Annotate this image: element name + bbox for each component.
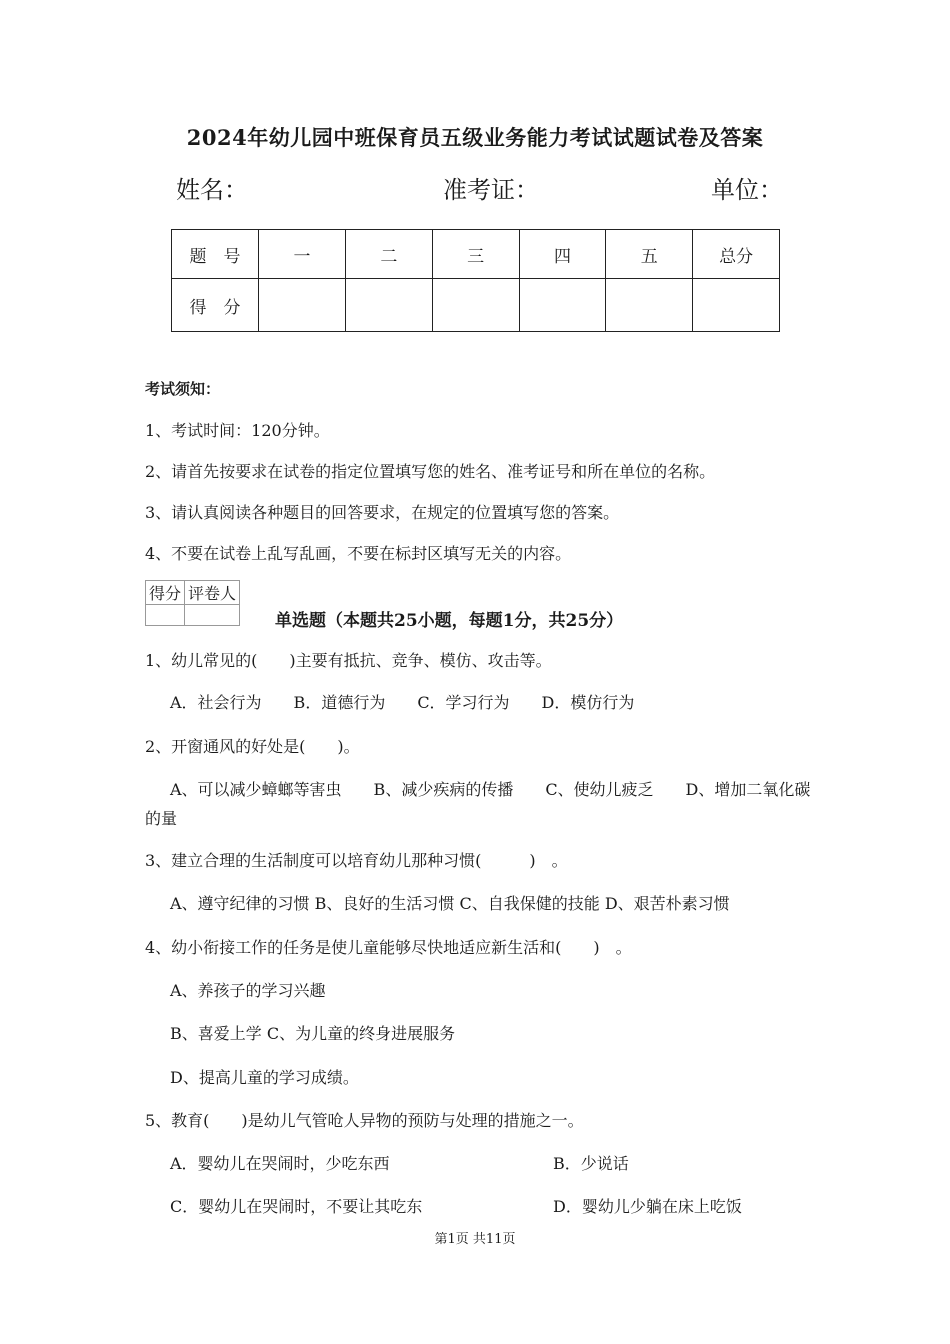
score-table [171, 229, 780, 332]
name-field-label: 姓名： [176, 176, 248, 204]
question-2-options: A、可以减少蟑螂等害虫 B、减少疾病的传播 C、使幼儿疲乏 D、增加二氧化碳 [170, 780, 811, 799]
score-header-2: 二 [345, 230, 432, 279]
unit-field-label: 单位： [711, 176, 783, 204]
grader-reviewer-cell [185, 605, 240, 626]
score-header-label: 题 号 [172, 230, 259, 279]
question-5-option-b: B．少说话 [553, 1154, 629, 1173]
score-header-3: 三 [432, 230, 519, 279]
question-3: 3、建立合理的生活制度可以培育幼儿那种习惯( ) 。 [145, 851, 568, 870]
score-table-header-row [172, 230, 780, 279]
notice-item: 2、请首先按要求在试卷的指定位置填写您的姓名、准考证号和所在单位的名称。 [145, 462, 716, 481]
score-header-5: 五 [606, 230, 693, 279]
score-header-4: 四 [519, 230, 606, 279]
question-4-option-a: A、养孩子的学习兴趣 [170, 981, 326, 1000]
question-2: 2、开窗通风的好处是( )。 [145, 737, 360, 756]
exam-id-field-label: 准考证： [443, 176, 539, 204]
score-cell-2 [345, 279, 432, 332]
page-footer: 第1页 共11页 [434, 1232, 516, 1247]
score-header-total: 总分 [693, 230, 780, 279]
notice-item: 1、考试时间：120分钟。 [145, 421, 330, 440]
score-row-label: 得 分 [172, 279, 259, 332]
question-4-option-bc: B、喜爱上学 C、为儿童的终身进展服务 [170, 1024, 456, 1043]
section-title: 单选题（本题共25小题，每题1分，共25分） [275, 611, 624, 631]
score-header-1: 一 [259, 230, 346, 279]
question-4: 4、幼小衔接工作的任务是使儿童能够尽快地适应新生活和( ) 。 [145, 938, 632, 957]
question-5-option-a: A．婴幼儿在哭闹时，少吃东西 [170, 1154, 390, 1173]
score-cell-5 [606, 279, 693, 332]
grader-score-cell [146, 605, 185, 626]
grader-box [145, 580, 240, 626]
question-5-option-c: C．婴幼儿在哭闹时，不要让其吃东 [170, 1197, 423, 1216]
score-cell-4 [519, 279, 606, 332]
notice-item: 4、不要在试卷上乱写乱画，不要在标封区填写无关的内容。 [145, 544, 572, 563]
notice-heading: 考试须知： [145, 380, 221, 398]
grader-score-label: 得分 [146, 581, 185, 605]
score-cell-total [693, 279, 780, 332]
score-cell-1 [259, 279, 346, 332]
question-5: 5、教育( )是幼儿气管呛人异物的预防与处理的措施之一。 [145, 1111, 584, 1130]
notice-item: 3、请认真阅读各种题目的回答要求，在规定的位置填写您的答案。 [145, 503, 620, 522]
score-table-score-row [172, 279, 780, 332]
grader-reviewer-label: 评卷人 [185, 581, 240, 605]
score-cell-3 [432, 279, 519, 332]
question-3-options: A、遵守纪律的习惯 B、良好的生活习惯 C、自我保健的技能 D、艰苦朴素习惯 [170, 894, 730, 913]
question-5-option-d: D．婴幼儿少躺在床上吃饭 [553, 1197, 742, 1216]
page-title: 2024年幼儿园中班保育员五级业务能力考试试题试卷及答案 [186, 125, 764, 150]
question-1: 1、幼儿常见的( )主要有抵抗、竞争、模仿、攻击等。 [145, 651, 552, 670]
question-1-options: A．社会行为 B．道德行为 C．学习行为 D．模仿行为 [170, 693, 635, 712]
question-4-option-d: D、提高儿童的学习成绩。 [170, 1068, 359, 1087]
question-2-options-cont: 的量 [145, 809, 178, 828]
